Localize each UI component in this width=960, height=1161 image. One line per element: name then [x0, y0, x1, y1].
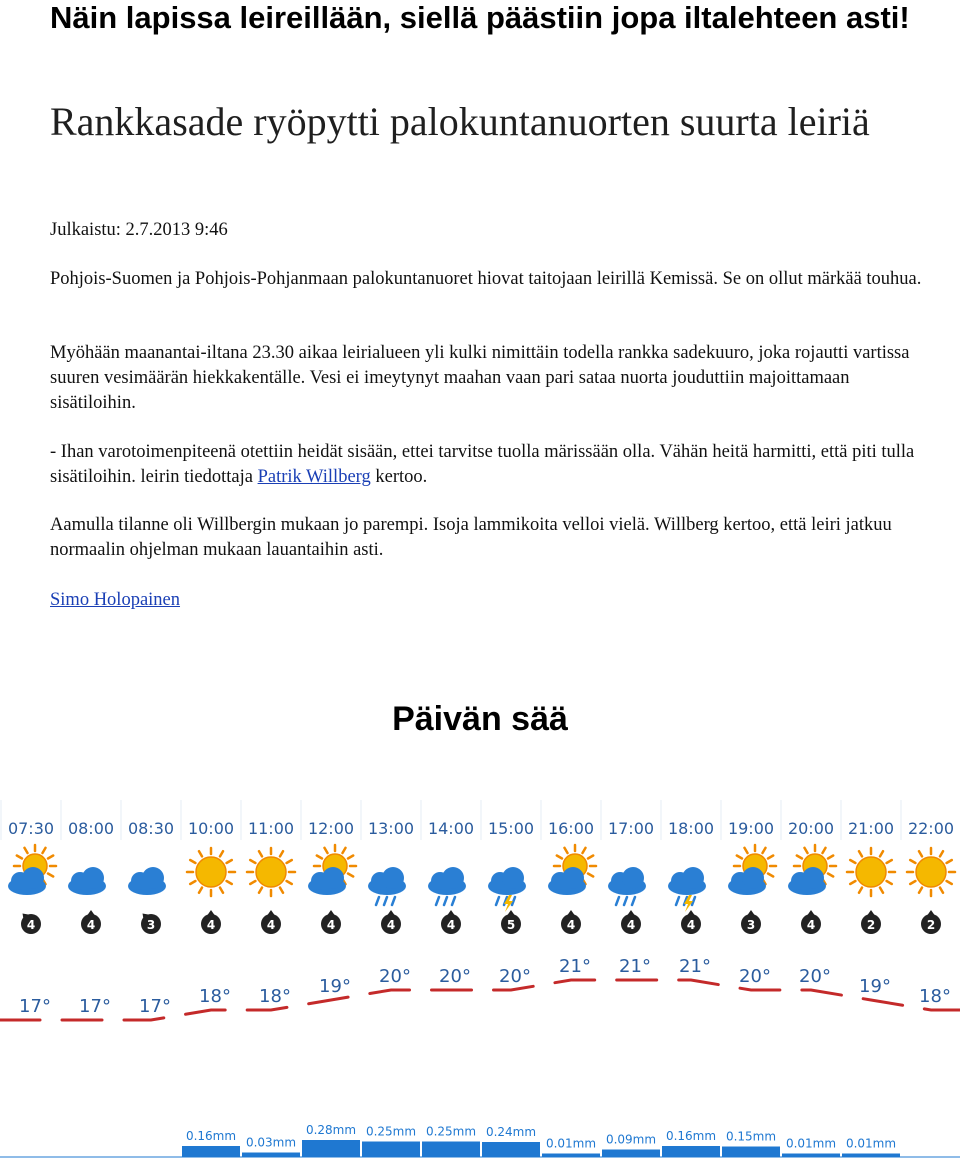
wind-speed-label: 4	[566, 918, 576, 932]
rain-drop	[624, 897, 627, 905]
rain-amount-label: 0.16mm	[665, 1129, 717, 1143]
sun-ray	[325, 848, 328, 853]
sun-ray	[850, 881, 855, 884]
rain-bar	[782, 1154, 840, 1158]
forecast-time-label: 11:00	[247, 819, 295, 838]
forecast-time-label: 22:00	[907, 819, 955, 838]
forecast-time-label: 21:00	[847, 819, 895, 838]
sun-ray	[48, 874, 53, 877]
rain-drop	[496, 897, 499, 905]
forecast-hour-column	[782, 819, 840, 1157]
sun-ray	[280, 888, 283, 893]
rain-bar	[542, 1154, 600, 1158]
temperature-label: 18°	[259, 986, 291, 1007]
sun-ray	[887, 881, 892, 884]
rain-drop	[632, 897, 635, 905]
cloud-shape	[8, 867, 46, 895]
sun-ray	[48, 856, 53, 859]
wind-indicator	[501, 910, 521, 934]
sun-ray	[317, 856, 322, 859]
rain-amount-label: 0.15mm	[725, 1129, 777, 1144]
cloud-puff	[82, 867, 104, 889]
sun-ray	[880, 851, 883, 856]
wind-speed-label: 4	[686, 918, 696, 932]
sun-ray	[557, 856, 562, 859]
sun-ray	[565, 848, 568, 853]
cloud-icon	[128, 867, 166, 895]
cloud-shape	[128, 867, 166, 895]
paragraph-2-text-end: kertoo.	[370, 467, 428, 487]
cloud-puff	[682, 867, 704, 889]
article-paragraph-1: Myöhään maanantai-iltana 23.30 aikaa leirialueen yli kulki nimittäin todella rankka sadekuuro, joka rojautti vartissa suuren vesimäärän hiekkakentälle. Vesi ei imeytynyt maahan vaan pari sataa nuorta jouduttiin majoittamaan sisätiloihin.	[50, 343, 910, 413]
rain-bar	[842, 1154, 900, 1158]
sun-ray	[919, 888, 922, 893]
rain-drop	[376, 897, 379, 905]
sun-ray	[588, 856, 593, 859]
wind-indicator	[138, 909, 161, 934]
wind-indicator	[741, 910, 761, 934]
rain-bar	[482, 1142, 540, 1157]
temperature-label: 20°	[499, 966, 531, 987]
sun-ray	[768, 856, 773, 859]
forecast-hour-column	[68, 819, 114, 1017]
temperature-label: 18°	[919, 986, 951, 1007]
sun-ray	[828, 856, 833, 859]
forecast-hour-column	[422, 819, 480, 1157]
wind-speed-label: 5	[506, 918, 516, 932]
cloud-puff	[622, 867, 644, 889]
cloud-shape	[488, 867, 526, 912]
forecast-hour-column	[182, 819, 240, 1157]
sun-ray	[737, 856, 742, 859]
sun-ray	[287, 881, 292, 884]
sun-ray	[348, 874, 353, 877]
wind-indicator	[81, 910, 101, 934]
rain-cloud-icon	[428, 867, 466, 905]
sun-ray	[823, 848, 826, 853]
forecast-time-label: 17:00	[607, 819, 655, 838]
temperature-label: 19°	[859, 976, 891, 997]
sun-icon	[187, 848, 235, 896]
sun-disc	[256, 857, 286, 887]
temperature-label: 20°	[799, 966, 831, 987]
temperature-label: 17°	[79, 996, 111, 1017]
rain-bar	[662, 1146, 720, 1157]
sun-ray	[343, 848, 346, 853]
wind-speed-label: 4	[626, 918, 636, 932]
cloud-puff	[322, 867, 344, 889]
forecast-time-label: 18:00	[667, 819, 715, 838]
sun-ray	[250, 860, 255, 863]
article-paragraph-2	[50, 440, 930, 490]
sun-ray	[259, 851, 262, 856]
rain-amount-label: 0.01mm	[785, 1136, 837, 1151]
cloud-shape	[608, 867, 646, 905]
sun-ray	[280, 851, 283, 856]
sun-ray	[220, 851, 223, 856]
cloud-shape	[428, 867, 466, 905]
wind-speed-label: 2	[866, 918, 876, 932]
wind-speed-label: 4	[206, 918, 216, 932]
wind-speed-label: 4	[386, 918, 396, 932]
weather-heading: Päivän sää	[392, 700, 568, 738]
forecast-time-label: 13:00	[367, 819, 415, 838]
wind-indicator	[561, 910, 581, 934]
rain-amount-label: 0.01mm	[545, 1136, 597, 1151]
temperature-label: 21°	[619, 956, 651, 977]
cloud-shape	[728, 867, 766, 895]
rain-drop	[392, 897, 395, 905]
sun-icon	[847, 848, 895, 896]
rain-bar	[722, 1147, 780, 1158]
article-lead: Pohjois-Suomen ja Pohjois-Pohjanmaan palokuntanuoret hiovat taitojaan leirillä Kemissä. Se on ollut märkää touhua.	[50, 269, 922, 289]
sun-ray	[859, 888, 862, 893]
rain-cloud-icon	[368, 867, 406, 905]
sun-cloud-icon	[308, 845, 356, 895]
forecast-time-label: 08:30	[127, 819, 175, 838]
sun-ray	[850, 860, 855, 863]
wind-speed-label: 4	[26, 918, 36, 932]
sun-ray	[797, 856, 802, 859]
sun-cloud-icon	[788, 845, 836, 895]
sun-disc	[856, 857, 886, 887]
sun-cloud-icon	[548, 845, 596, 895]
sun-ray	[859, 851, 862, 856]
patrik-willberg-link[interactable]: Patrik Willberg	[257, 467, 371, 487]
sun-ray	[947, 860, 952, 863]
forecast-hour-column	[128, 819, 174, 1017]
wind-indicator	[441, 910, 461, 934]
rain-bar	[362, 1142, 420, 1158]
rain-amount-label: 0.16mm	[185, 1129, 237, 1143]
temperature-label: 20°	[439, 966, 471, 987]
rain-bar	[302, 1140, 360, 1157]
sun-ray	[880, 888, 883, 893]
forecast-hour-column	[362, 819, 420, 1157]
cloud-puff	[142, 867, 164, 889]
temperature-label: 20°	[739, 966, 771, 987]
sun-icon	[247, 848, 295, 896]
sun-ray	[220, 888, 223, 893]
sun-ray	[940, 851, 943, 856]
thunder-cloud-icon	[668, 867, 706, 912]
temperature-label: 21°	[559, 956, 591, 977]
forecast-hour-column	[842, 819, 900, 1157]
forecast-hour-column	[722, 819, 780, 1157]
cloud-puff	[802, 867, 824, 889]
cloud-puff	[22, 867, 44, 889]
cloud-puff	[562, 867, 584, 889]
cloud-shape	[788, 867, 826, 895]
forecast-time-label: 12:00	[307, 819, 355, 838]
temperature-label: 17°	[19, 996, 51, 1017]
cloud-shape	[668, 867, 706, 912]
cloud-shape	[68, 867, 106, 895]
rain-drop	[616, 897, 619, 905]
cloud-puff	[742, 867, 764, 889]
article-paragraph-3: Aamulla tilanne oli Willbergin mukaan jo parempi. Isoja lammikoita velloi vielä. Willberg kertoo, että leiri jatkuu normaalin ohjelman mukaan lauantaihin asti.	[50, 515, 892, 560]
sun-ray	[910, 881, 915, 884]
sun-ray	[919, 851, 922, 856]
forecast-hour-column	[602, 819, 660, 1157]
forecast-time-label: 10:00	[187, 819, 235, 838]
wind-speed-label: 4	[266, 918, 276, 932]
temperature-label: 21°	[679, 956, 711, 977]
sun-ray	[227, 860, 232, 863]
cloud-shape	[368, 867, 406, 905]
sun-ray	[583, 848, 586, 853]
rain-drop	[452, 897, 455, 905]
sun-ray	[763, 848, 766, 853]
wind-speed-label: 4	[86, 918, 96, 932]
rain-amount-label: 0.03mm	[245, 1135, 297, 1150]
forecast-time-label: 14:00	[427, 819, 475, 838]
author-line	[50, 588, 930, 613]
sun-ray	[947, 881, 952, 884]
temperature-label: 17°	[139, 996, 171, 1017]
wind-indicator	[681, 910, 701, 934]
forecast-time-label: 07:30	[7, 819, 55, 838]
sun-disc	[916, 857, 946, 887]
sun-disc	[196, 857, 226, 887]
cloud-puff	[442, 867, 464, 889]
temperature-label: 20°	[379, 966, 411, 987]
wind-indicator	[621, 910, 641, 934]
wind-indicator	[921, 910, 941, 934]
temperature-label: 18°	[199, 986, 231, 1007]
rain-amount-label: 0.24mm	[485, 1125, 537, 1139]
wind-speed-label: 3	[746, 918, 756, 932]
sun-ray	[43, 848, 46, 853]
sun-ray	[227, 881, 232, 884]
rain-bar	[242, 1153, 300, 1158]
sun-ray	[190, 881, 195, 884]
article-kicker: Näin lapissa leireillään, siellä päästiin jopa iltalehteen asti!	[50, 0, 910, 35]
forecast-time-label: 19:00	[727, 819, 775, 838]
sun-ray	[745, 848, 748, 853]
article-title: Rankkasade ryöpytti palokuntanuorten suurta leiriä	[50, 99, 870, 144]
wind-speed-label: 4	[446, 918, 456, 932]
author-link[interactable]: Simo Holopainen	[50, 590, 181, 610]
forecast-hour-column	[8, 819, 56, 1017]
sun-ray	[250, 881, 255, 884]
sun-ray	[259, 888, 262, 893]
sun-ray	[25, 848, 28, 853]
rain-amount-label: 0.25mm	[365, 1124, 417, 1139]
forecast-hour-column	[662, 819, 720, 1157]
publish-date: Julkaistu: 2.7.2013 9:46	[50, 220, 228, 240]
wind-speed-label: 4	[326, 918, 336, 932]
rain-cloud-icon	[608, 867, 646, 905]
sun-ray	[910, 860, 915, 863]
wind-speed-label: 3	[146, 918, 156, 932]
sun-ray	[887, 860, 892, 863]
paragraph-2-text-start: - Ihan varotoimenpiteenä otettiin heidät sisään, ettei tarvitse tuolla märissään olla. Vähän heitä harmitti, että piti tulla sisätiloihin. leirin tiedottaja	[50, 442, 915, 487]
rain-bar	[602, 1150, 660, 1158]
rain-drop	[444, 897, 447, 905]
rain-drop	[436, 897, 439, 905]
wind-speed-label: 2	[926, 918, 936, 932]
sun-ray	[199, 888, 202, 893]
rain-amount-label: 0.25mm	[425, 1124, 477, 1139]
sun-ray	[348, 856, 353, 859]
wind-indicator	[381, 910, 401, 934]
sun-ray	[199, 851, 202, 856]
rain-amount-label: 0.28mm	[305, 1123, 357, 1137]
sun-ray	[190, 860, 195, 863]
forecast-time-label: 08:00	[67, 819, 115, 838]
cloud-puff	[502, 867, 524, 889]
temperature-label: 19°	[319, 976, 351, 997]
cloud-shape	[548, 867, 586, 895]
sun-cloud-icon	[728, 845, 776, 895]
forecast-hour-column	[907, 819, 955, 1007]
forecast-time-label: 15:00	[487, 819, 535, 838]
forecast-hour-column	[242, 819, 300, 1157]
forecast-hour-column	[542, 819, 600, 1157]
sun-ray	[768, 874, 773, 877]
sun-ray	[17, 856, 22, 859]
thunder-cloud-icon	[488, 867, 526, 912]
sun-ray	[287, 860, 292, 863]
sun-ray	[805, 848, 808, 853]
rain-drop	[676, 897, 679, 905]
sun-ray	[588, 874, 593, 877]
weather-forecast-strip	[0, 800, 960, 1161]
rain-amount-label: 0.01mm	[845, 1136, 897, 1151]
cloud-puff	[382, 867, 404, 889]
wind-indicator	[261, 910, 281, 934]
wind-indicator	[18, 909, 41, 934]
wind-indicator	[321, 910, 341, 934]
cloud-shape	[308, 867, 346, 895]
sun-ray	[940, 888, 943, 893]
wind-speed-label: 4	[806, 918, 816, 932]
forecast-hour-column	[302, 819, 360, 1157]
wind-indicator	[201, 910, 221, 934]
rain-bar	[182, 1146, 240, 1157]
sun-cloud-icon	[8, 845, 56, 895]
forecast-time-label: 20:00	[787, 819, 835, 838]
forecast-time-label: 16:00	[547, 819, 595, 838]
wind-indicator	[801, 910, 821, 934]
sun-ray	[828, 874, 833, 877]
rain-amount-label: 0.09mm	[605, 1132, 657, 1147]
rain-drop	[384, 897, 387, 905]
cloud-icon	[68, 867, 106, 895]
wind-indicator	[861, 910, 881, 934]
sun-icon	[907, 848, 955, 896]
rain-bar	[422, 1142, 480, 1158]
